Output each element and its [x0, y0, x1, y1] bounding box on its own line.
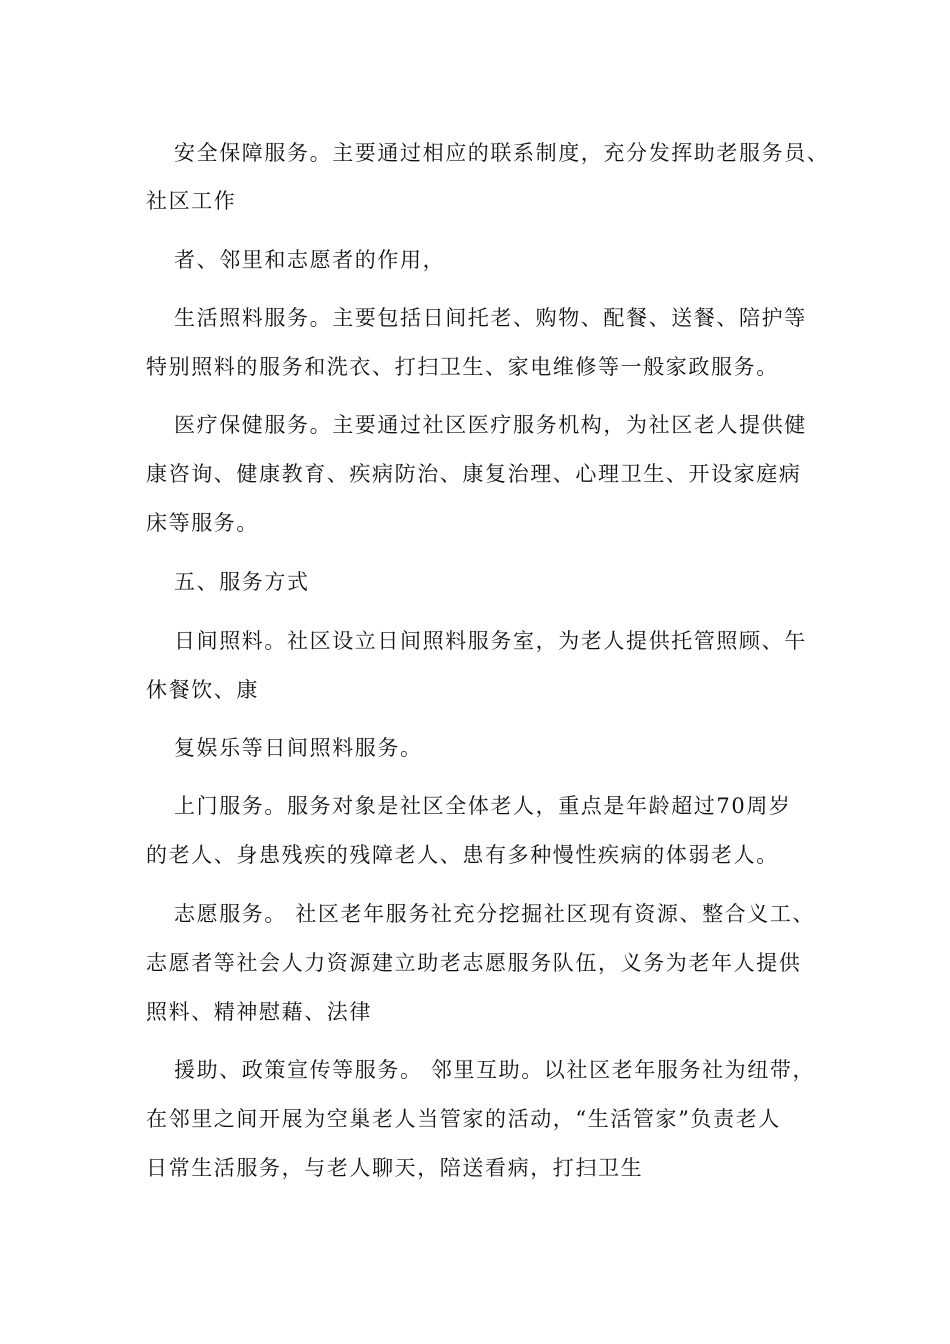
paragraph-line: 生活照料服务。主要包括日间托老、购物、配餐、送餐、陪护等 — [174, 306, 807, 330]
paragraph-line: 日间照料。社区设立日间照料服务室，为老人提供托管照顾、午 — [174, 629, 807, 653]
paragraph-line: 日常生活服务，与老人聊天，陪送看病，打扫卫生 — [146, 1156, 644, 1180]
section-heading: 五、服务方式 — [174, 570, 310, 594]
paragraph-line: 安全保障服务。主要通过相应的联系制度，充分发挥助老服务员、 — [174, 141, 830, 165]
paragraph-line: 休餐饮、康 — [146, 678, 259, 702]
paragraph-line: 复娱乐等日间照料服务。 — [174, 736, 423, 760]
paragraph-line: 志愿服务。 社区老年服务社充分挖掘社区现有资源、整合义工、 — [174, 902, 816, 926]
paragraph-line: 志愿者等社会人力资源建立助老志愿服务队伍，义务为老年人提供 — [146, 951, 802, 975]
paragraph-line: 上门服务。服务对象是社区全体老人，重点是年龄超过70周岁 — [174, 794, 792, 818]
paragraph-line: 社区工作 — [146, 189, 237, 213]
paragraph-line: 者、邻里和志愿者的作用， — [174, 248, 446, 272]
paragraph-line: 的老人、身患残疾的残障老人、患有多种慢性疾病的体弱老人。 — [146, 843, 779, 867]
paragraph-line: 康咨询、健康教育、疾病防治、康复治理、心理卫生、开设家庭病 — [146, 462, 802, 486]
paragraph-line: 照料、精神慰藉、法律 — [146, 1000, 372, 1024]
paragraph-line: 援助、政策宣传等服务。 邻里互助。以社区老年服务社为纽带， — [174, 1058, 816, 1082]
paragraph-line: 特别照料的服务和洗衣、打扫卫生、家电维修等一般家政服务。 — [146, 355, 779, 379]
paragraph-line: 在邻里之间开展为空巢老人当管家的活动，“生活管家”负责老人 — [146, 1107, 781, 1131]
paragraph-line: 床等服务。 — [146, 511, 259, 535]
paragraph-line: 医疗保健服务。主要通过社区医疗服务机构，为社区老人提供健 — [174, 413, 807, 437]
